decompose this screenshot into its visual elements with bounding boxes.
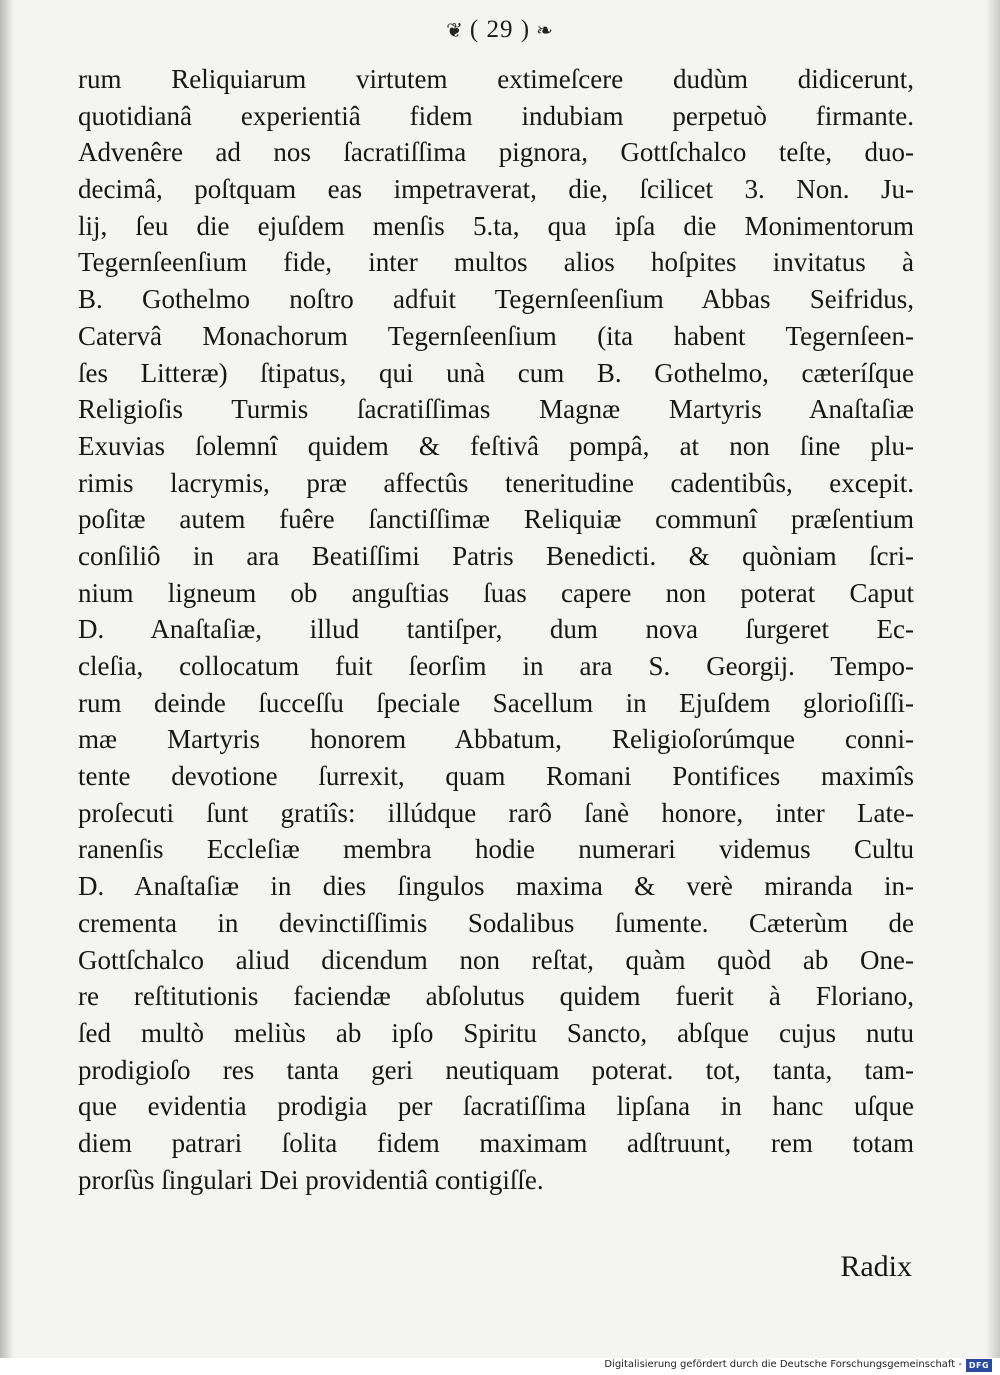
text-line: que evidentia prodigia per ſacratiſſima lipſana in hanc uſque	[78, 1091, 914, 1122]
text-line: crementa in devinctiſſimis Sodalibus ſumente. Cæterùm de	[78, 907, 914, 938]
text-line: poſitæ autem fuêre ſanctiſſimæ Reliquiæ communî præſentium	[78, 504, 914, 535]
body-text	[78, 61, 914, 1198]
text-line: ſed multò meliùs ab ipſo Spiritu Sancto, abſque cujus nutu	[78, 1017, 914, 1048]
text-line: mæ Martyris honorem Abbatum, Religioſorúmque conni-	[78, 724, 914, 755]
footer-credit: Digitalisierung gefördert durch die Deutsche Forschungsgemeinschaft -	[604, 1359, 962, 1370]
catchword: Radix	[840, 1250, 912, 1283]
text-line: tente devotione ſurrexit, quam Romani Pontifices maximîs	[78, 761, 914, 792]
text-line: B. Gothelmo noſtro adfuit Tegernſeenſium Abbas Seifridus,	[78, 284, 914, 315]
text-line: Gottſchalco aliud dicendum non reſtat, quàm quòd ab One-	[78, 944, 914, 975]
text-line: D. Anaſtaſiæ in dies ſingulos maxima & verè miranda in-	[78, 871, 914, 902]
text-line: diem patrari ſolita fidem maximam adſtruunt, rem totam	[78, 1127, 914, 1158]
text-line: Advenêre ad nos ſacratiſſima pignora, Gottſchalco teſte, duo-	[78, 137, 914, 168]
page-edge-shadow-right	[986, 0, 1000, 1358]
text-line: ſes Litteræ) ſtipatus, qui unà cum B. Gothelmo, cæteríſque	[78, 357, 914, 388]
text-line: rimis lacrymis, præ affectûs teneritudine cadentibûs, excepit.	[78, 467, 914, 498]
text-line: rum deinde ſucceſſu ſpeciale Sacellum in Ejuſdem glorioſiſſi-	[78, 687, 914, 718]
dfg-logo: DFG	[966, 1359, 992, 1372]
text-line: Tegernſeenſium fide, inter multos alios hoſpites invitatus à	[78, 247, 914, 278]
text-line: rum Reliquiarum virtutem extimeſcere dudùm didicerunt,	[78, 64, 914, 94]
text-line: lij, ſeu die ejuſdem menſis 5.ta, qua ipſa die Monimentorum	[78, 210, 914, 241]
header-ornament-left-icon: ❦	[446, 20, 464, 42]
text-line: Catervâ Monachorum Tegernſeenſium (ita habent Tegernſeen-	[78, 320, 914, 351]
text-line: quotidianâ experientiâ fidem indubiam perpetuò firmante.	[78, 100, 914, 131]
text-line: Exuvias ſolemnî quidem & feſtivâ pompâ, at non ſine plu-	[78, 430, 914, 461]
text-line: proſecuti ſunt gratiîs: illúdque rarô ſanè honore, inter Late-	[78, 797, 914, 828]
text-line: re reſtitutionis faciendæ abſolutus quidem fuerit à Floriano,	[78, 981, 914, 1012]
text-line: prodigioſo res tanta geri neutiquam poterat. tot, tanta, tam-	[78, 1054, 914, 1085]
header-ornament-right-icon: ❧	[536, 20, 554, 42]
page-header	[0, 16, 1000, 44]
text-line: Religioſis Turmis ſacratiſſimas Magnæ Martyris Anaſtaſiæ	[78, 394, 914, 425]
text-line: nium ligneum ob anguſtias ſuas capere non poterat Caput	[78, 577, 914, 608]
page-edge-shadow-left	[0, 0, 14, 1358]
text-line: ranenſis Eccleſiæ membra hodie numerari videmus Cultu	[78, 834, 914, 865]
text-line: conſiliô in ara Beatiſſimi Patris Benedicti. & quòniam ſcri-	[78, 540, 914, 571]
text-line: decimâ, poſtquam eas impetraverat, die, ſcilicet 3. Non. Ju-	[78, 174, 914, 205]
text-line: prorſùs ſingulari Dei providentiâ contigiſſe.	[78, 1164, 544, 1195]
text-line: D. Anaſtaſiæ, illud tantiſper, dum nova ſurgeret Ec-	[78, 614, 914, 645]
page-number: ( 29 )	[469, 16, 531, 43]
text-line: cleſia, collocatum fuit ſeorſim in ara S. Georgij. Tempo-	[78, 651, 914, 681]
